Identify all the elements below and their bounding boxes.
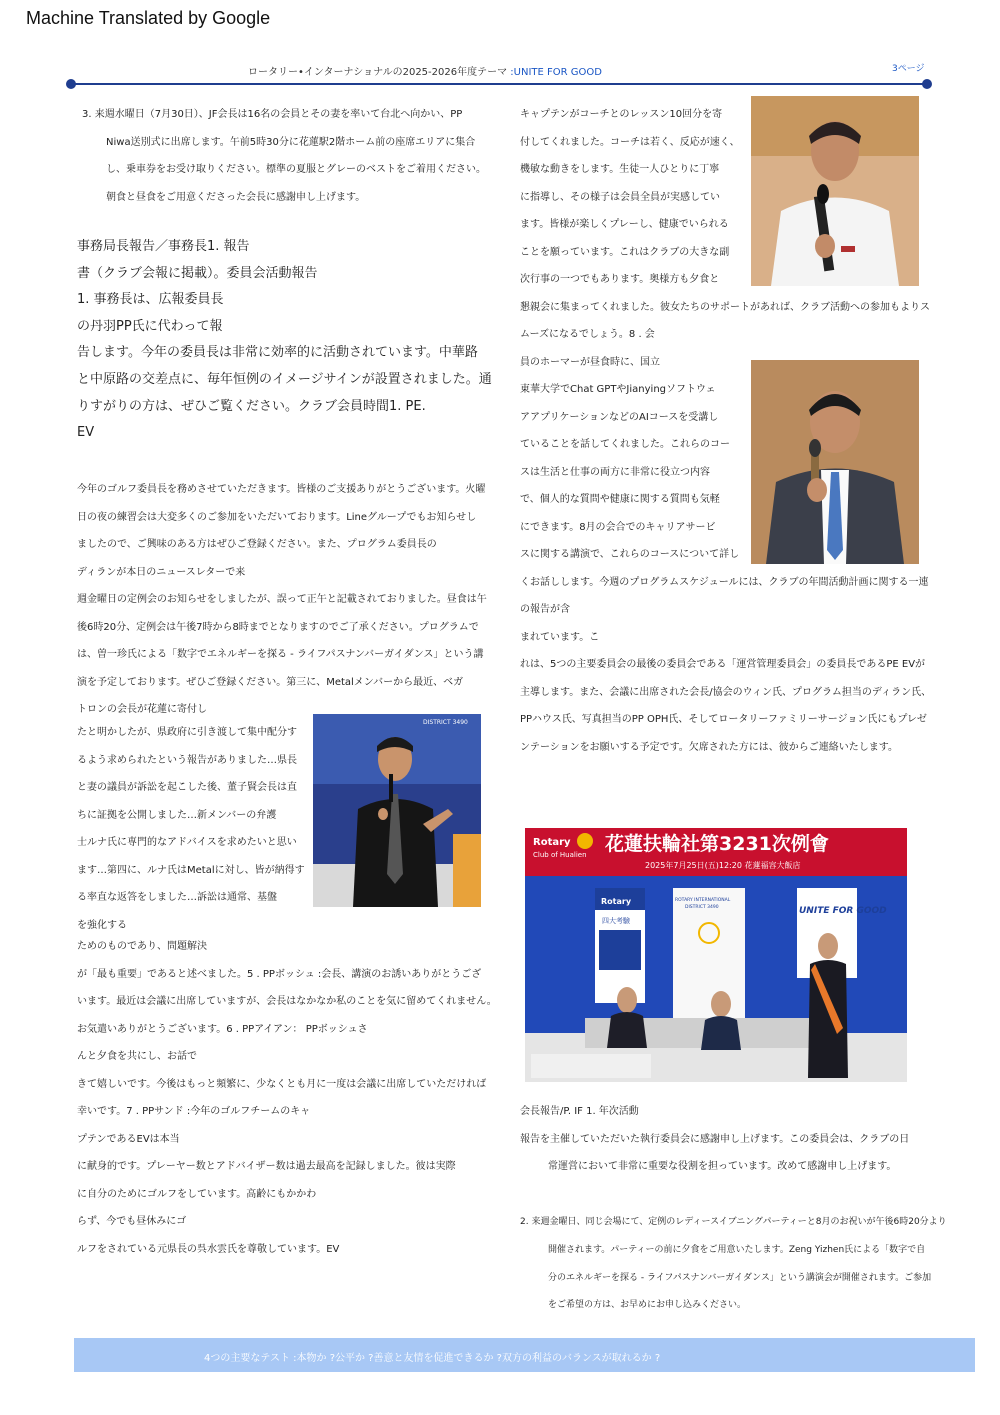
- continued-paragraph: [77, 933, 497, 1263]
- text-line: プテンであるEVは本当: [77, 1133, 180, 1145]
- text-line: 付してくれました。コーチは若く、反応が速く、: [520, 136, 740, 148]
- text-line: 東華大学でChat GPTやJianyingソフトウェ: [520, 384, 716, 395]
- text-line: 懇親会に集まってくれました。彼女たちのサポートがあれば、クラブ活動への参加もよりス: [520, 301, 930, 313]
- text-line: に献身的です。プレーヤー数とアドバイザー数は過去最高を記録しました。彼は実際: [77, 1161, 456, 1172]
- text-line: ンテーションをお願いする予定です。欠席された方には、彼からご連絡いたします。: [520, 741, 898, 753]
- text-line: らず、今でも昼休みにゴ: [77, 1216, 187, 1227]
- speaker-photo-3: [751, 360, 919, 564]
- text-line: にできます。8月の会合でのキャリアサービ: [520, 521, 716, 533]
- text-line: 報告を主催していただいた執行委員会に感謝申し上げます。この委員会は、クラブの日: [520, 1133, 910, 1145]
- text-line: 主導します。また、会議に出席された会長/協会のウィン氏、プログラム担当のディラン氏、: [520, 686, 932, 698]
- left-banner-head: Rotary: [601, 897, 632, 906]
- text-line: るよう求められたという報告がありました…県長: [77, 754, 297, 766]
- text-line: が「最も重要」であると述べました。5 . PPボッシュ :会長、講演のお誘いありがとうござ: [77, 968, 482, 980]
- left-banner-sub: 四大考驗: [602, 917, 630, 925]
- page-number: 3ページ: [892, 64, 925, 74]
- text-line: EV: [77, 425, 95, 441]
- text-line: で、個人的な質問や健康に関する質問も気軽: [520, 494, 720, 505]
- text-line: 員のホーマーが昼食時に、国立: [520, 356, 660, 368]
- text-line: スは生活と仕事の両方に非常に役立つ内容: [520, 466, 710, 478]
- secretary-report: [77, 234, 492, 447]
- four-way-test-band: [74, 1338, 975, 1372]
- text-line: まれています。こ: [520, 631, 600, 643]
- text-line: を強化する: [77, 919, 127, 931]
- text-line: ていることを話してくれました。これらのコー: [520, 439, 730, 450]
- text-line: PPハウス氏、写真担当のPP OPH氏、そしてロータリーファミリーサージョン氏にもプレゼ: [520, 714, 927, 725]
- president-report: [520, 1098, 909, 1181]
- text-line: 事務局長報告／事務長1. 報告: [77, 239, 250, 254]
- text-line: 士ルナ氏に専門的なアドバイスを求めたいと思い: [77, 837, 297, 848]
- page-header-title: [248, 63, 602, 78]
- text-line: 演を予定しております。ぜひご登録ください。第三に、Metalメンバーから最近、ベガ: [77, 676, 464, 688]
- text-line: ます。皆様が楽しくプレーし、健康でいられる: [520, 219, 729, 230]
- mid-banner-sub: DISTRICT 3490: [685, 905, 719, 910]
- text-line: し、乗車券をお受け取りください。標準の夏服とグレーのベストをご着用ください。: [106, 164, 486, 175]
- machine-translated-label: Machine Translated by Google: [26, 8, 271, 28]
- header-title-prefix: ロータリー•インターナショナルの2025-2026年度テーマ: [248, 67, 511, 78]
- text-line: ちに証拠を公開しました…新メンバーの弁護: [77, 809, 277, 821]
- text-line: Niwa送別式に出席します。午前5時30分に花蓮駅2階ホーム前の座席エリアに集合: [106, 136, 476, 148]
- right-banner-text: UNITE FOR GOOD: [799, 906, 887, 916]
- text-line: りすがりの方は、ぜひご覧ください。クラブ会員時間1. PE.: [77, 398, 426, 414]
- text-line: をご希望の方は、お早めにお申し込みください。: [548, 1300, 747, 1311]
- text-line: トロンの会長が花蓮に寄付し: [77, 704, 207, 715]
- rule-right-dot: [922, 79, 932, 89]
- club-name-text: Club of Hualien: [533, 851, 587, 859]
- meeting-title-text: 花蓮扶輪社第3231次例會: [605, 833, 829, 855]
- text-line: 朝食と昼食をご用意くださった会長に感謝申し上げます。: [106, 191, 366, 203]
- text-line: スに関する講演で、これらのコースについて詳し: [520, 549, 740, 560]
- text-line: アアプリケーションなどのAIコースを受講し: [520, 411, 719, 423]
- speaker-photo-2: [751, 96, 919, 286]
- text-line: 書（クラブ会報に掲載）。委員会活動報告: [77, 265, 318, 281]
- text-line: と中原路の交差点に、毎年恒例のイメージサインが設置されました。通: [77, 371, 492, 387]
- text-line: の報告が含: [520, 604, 570, 615]
- text-line: 分のエネルギーを探る - ライフパスナンバーガイダンス」という講演会が開催されます。ご参加: [548, 1272, 932, 1283]
- text-line: 会長報告/P. IF 1. 年次活動: [520, 1106, 639, 1117]
- text-line: 週金曜日の定例会のお知らせをしましたが、誤って正午と記載されておりました。昼食は午: [77, 594, 487, 605]
- speaker-photo-1: [313, 714, 481, 907]
- text-line: くお話しします。今週のプログラムスケジュールには、クラブの年間活動計画に関する一連: [520, 576, 929, 588]
- header-theme: :UNITE FOR GOOD: [510, 67, 602, 78]
- text-line: 後6時20分、定例会は午後7時から8時までとなりますのでご了承ください。プログラムで: [77, 621, 479, 633]
- text-line: ディランが本日のニュースレターで来: [77, 566, 246, 578]
- district-text: DISTRICT 3490: [423, 719, 468, 726]
- text-line: います。最近は会議に出席していますが、会長はなかなか私のことを気に留めてくれません。: [77, 996, 497, 1007]
- text-line: ましたので、ご興味のある方はぜひご登録ください。また、プログラム委員長の: [77, 539, 437, 550]
- text-line: 2. 来週金曜日、同じ会場にて、定例のレディースイブニングパーティーと8月のお祝いが午後6時20分より: [520, 1217, 947, 1227]
- narrow-paragraph: [77, 719, 305, 939]
- meeting-subtitle-text: 2025年7月25日(五)12:20 花蓮福容大飯店: [645, 861, 801, 870]
- text-line: れは、5つの主要委員会の最後の委員会である「運営管理委員会」の委員長であるPE EVが: [520, 659, 926, 670]
- golf-paragraph: [77, 476, 487, 724]
- text-line: キャプテンがコーチとのレッスン10回分を寄: [520, 109, 723, 120]
- text-line: ムーズになるでしょう。8 . 会: [520, 329, 655, 340]
- four-way-test-text: 4つの主要なテスト :本物か ?公平か ?善意と友情を促進できるか ?双方の利益のバランスが取れるか ?: [204, 1353, 661, 1364]
- text-line: んと夕食を共にし、お話で: [77, 1051, 197, 1062]
- text-line: 機敏な動きをします。生徒一人ひとりに丁寧: [520, 164, 720, 175]
- text-line: ことを願っています。これはクラブの大きな副: [520, 246, 730, 258]
- item2-paragraph: [520, 1209, 947, 1320]
- header-rule: [70, 83, 928, 85]
- text-line: と妻の議員が訴訟を起こした後、董子賢会長は直: [77, 782, 297, 793]
- text-line: 告します。今年の委員長は非常に効率的に活動されています。中華路: [77, 345, 478, 361]
- text-line: 1. 事務長は、広報委員長: [77, 292, 224, 308]
- mid-banner-head: ROTARY INTERNATIONAL: [675, 898, 731, 903]
- text-line: きて嬉しいです。今後はもっと頻繁に、少なくとも月に一度は会議に出席していただければ: [77, 1078, 487, 1090]
- text-line: に自分のためにゴルフをしています。高齢にもかかわ: [77, 1188, 317, 1200]
- rule-left-dot: [66, 79, 76, 89]
- text-line: たと明かしたが、県政府に引き渡して集中配分す: [77, 727, 297, 738]
- text-line: ます…第四に、ルナ氏はMetalに対し、皆が納得す: [77, 864, 305, 876]
- text-line: ルフをされている元県長の呉水雲氏を尊敬しています。EV: [77, 1243, 340, 1255]
- text-line: に指導し、その様子は会員全員が実感してい: [520, 191, 720, 203]
- text-line: ためのものであり、問題解決: [77, 941, 207, 952]
- item3-paragraph: [82, 101, 486, 211]
- text-line: は、曽一珍氏による「数字でエネルギーを探る - ライフパスナンバーガイダンス」という講: [77, 649, 484, 660]
- text-line: 次行事の一つでもあります。奥様方も夕食と: [520, 274, 720, 285]
- text-line: 今年のゴルフ委員長を務めさせていただきます。皆様のご支援ありがとうございます。火曜: [77, 484, 486, 495]
- text-line: 開催されます。パーティーの前に夕食をご用意いたします。Zeng Yizhen氏による「数字で自: [548, 1244, 926, 1255]
- text-line: お気遣いありがとうございます。6 . PPアイアン： PPボッシュさ: [77, 1023, 368, 1035]
- text-line: の丹羽PP氏に代わって報: [77, 318, 223, 334]
- text-line: 幸いです。7 . PPサンド :今年のゴルフチームのキャ: [77, 1106, 311, 1117]
- text-line: る率直な返答をしました…訴訟は通常、基盤: [77, 892, 277, 903]
- text-line: 日の夜の練習会は大変多くのご参加をいただいております。Lineグループでもお知らせし: [77, 511, 477, 523]
- text-line: 常運営において非常に重要な役割を担っています。改めて感謝申し上げます。: [548, 1161, 897, 1172]
- text-line: 3. 来週水曜日（7月30日）、JF会長は16名の会員とその妻を率いて台北へ向かい、PP: [82, 109, 463, 120]
- meeting-photo: [525, 828, 907, 1082]
- rotary-logo-text: Rotary: [533, 837, 571, 848]
